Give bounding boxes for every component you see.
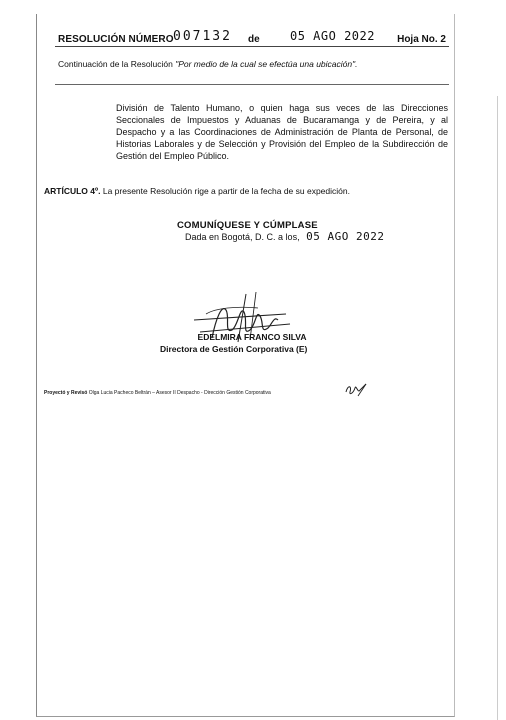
continuation-line <box>58 59 448 69</box>
continuation-subject: "Por medio de la cual se efectúa una ubicación". <box>175 59 358 69</box>
issued-line <box>185 230 425 243</box>
resolution-date: 05 AGO 2022 <box>290 29 375 43</box>
closing-block <box>177 220 417 243</box>
resolution-label: RESOLUCIÓN NÚMERO <box>58 34 174 45</box>
footer-text: Olga Lucia Pacheco Beltrán – Asesor II Despacho - Dirección Gestión Corporativa <box>88 390 271 396</box>
header-de: de <box>248 34 260 45</box>
issued-date: 05 AGO 2022 <box>306 230 385 243</box>
footer-credit <box>44 390 374 396</box>
page-number: Hoja No. 2 <box>397 34 446 45</box>
viewer-edge-rule <box>497 96 498 720</box>
issued-text: Dada en Bogotá, D. C. a los, <box>185 232 300 242</box>
continuation-divider <box>55 84 449 85</box>
document-header <box>58 28 448 46</box>
signer-name: EDELMIRA FRANCO SILVA <box>197 332 307 342</box>
article-4 <box>44 186 448 196</box>
resolution-number: 007132 <box>173 29 232 44</box>
body-paragraph: División de Talento Humano, o quien haga sus veces de las Direcciones Seccionales de Impuestos y Aduanas de Bucaramanga y de Pereira, y al Despacho y a las Coordinaciones de Administración de Planta de Personal, de Historias Laborales y de Selección y Provisión del Empleo de la Subdirección de Gestión del Empleo Público. <box>116 103 448 161</box>
header-divider <box>55 46 449 47</box>
comuniquese-heading: COMUNÍQUESE Y CÚMPLASE <box>177 220 318 231</box>
signer-title: Directora de Gestión Corporativa (E) <box>160 344 308 354</box>
article-text: La presente Resolución rige a partir de la fecha de su expedición. <box>102 186 350 196</box>
handwritten-initials <box>344 382 368 398</box>
footer-label: Proyectó y Revisó <box>44 390 88 396</box>
article-label: ARTÍCULO 4º. <box>44 186 101 196</box>
continuation-prefix: Continuación de la Resolución <box>58 59 173 69</box>
